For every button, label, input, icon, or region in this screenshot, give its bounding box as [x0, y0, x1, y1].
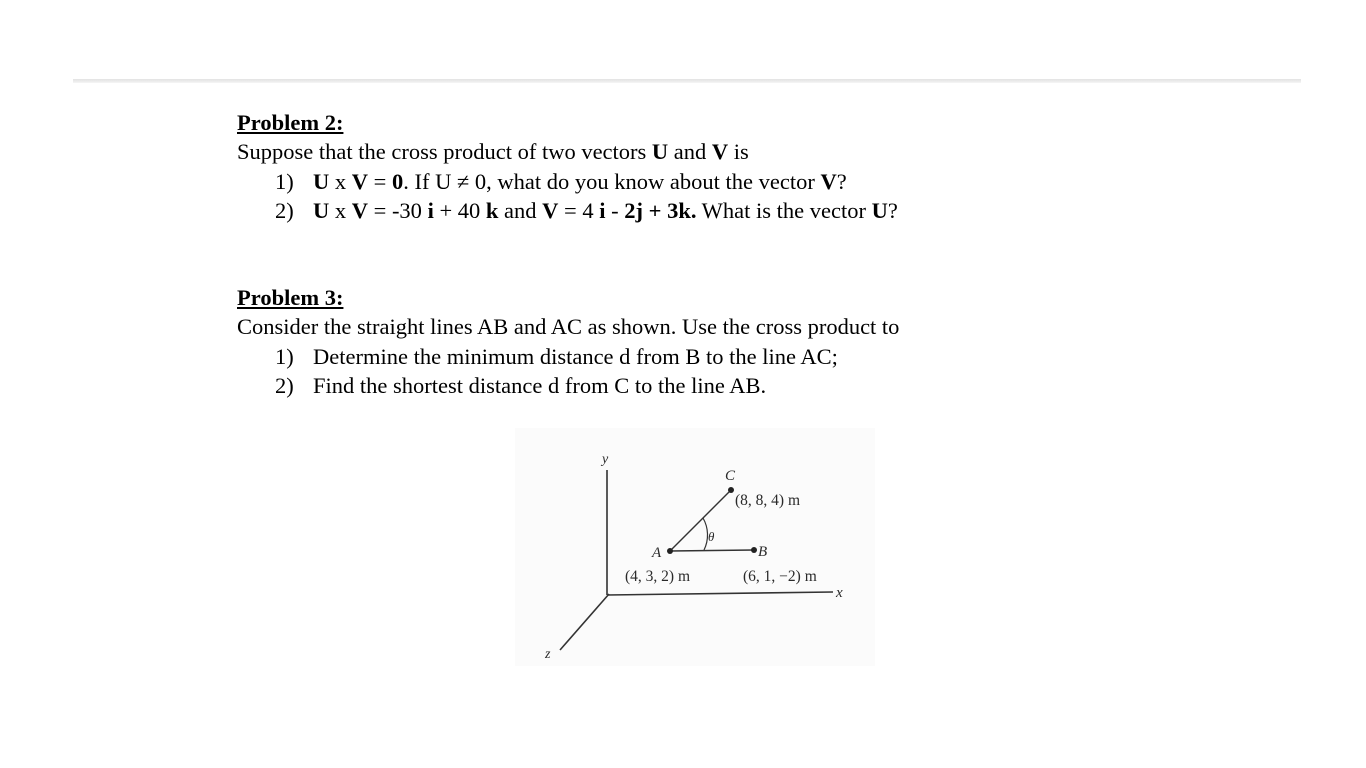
theta-label: θ: [708, 529, 715, 544]
text: and: [498, 197, 543, 223]
item-number: 2): [275, 197, 294, 223]
text: = 4: [558, 197, 600, 223]
text: = -30: [368, 197, 428, 223]
text: What is the vector: [696, 197, 872, 223]
bold-term: 0: [391, 168, 404, 194]
text: ?: [887, 197, 898, 223]
bold-term: U: [871, 197, 888, 223]
bold-term: V: [351, 168, 368, 194]
problem-3-section: [237, 283, 899, 400]
text: ?: [836, 168, 847, 194]
horizontal-divider: [73, 79, 1301, 83]
vector-diagram-figure: [515, 428, 875, 666]
bold-term: U: [313, 197, 330, 223]
bold-term: i: [599, 197, 606, 223]
point-c-label: C: [725, 468, 736, 484]
text: -: [605, 197, 625, 223]
item-text: Find the shortest distance d from C to the line AB.: [313, 372, 767, 398]
text: x: [329, 168, 352, 194]
line-ab: [670, 550, 754, 551]
vector-v: V: [711, 139, 729, 165]
text: x: [329, 197, 352, 223]
text: + 40: [433, 197, 486, 223]
y-axis-label: y: [602, 452, 609, 467]
problem-2-item-1: [237, 167, 898, 196]
text: . If U ≠ 0, what do you know about the vector: [403, 168, 821, 194]
problem-3-item-1: [237, 342, 899, 371]
z-axis: [560, 594, 609, 650]
problem-3-heading: Problem 3:: [237, 285, 344, 310]
item-number: 1): [275, 168, 294, 194]
vector-u: U: [651, 139, 669, 165]
intro-text: and: [668, 139, 712, 165]
angle-arc: [703, 518, 708, 550]
point-a-label: A: [652, 545, 662, 561]
z-axis-label: z: [545, 647, 551, 662]
bold-term: V: [542, 197, 559, 223]
bold-term: 2j + 3k.: [624, 197, 697, 223]
point-b-coords: (6, 1, −2) m: [743, 568, 817, 585]
problem-3-intro: Consider the straight lines AB and AC as shown. Use the cross product to: [237, 314, 900, 340]
point-c-coords: (8, 8, 4) m: [735, 492, 801, 509]
item-number: 1): [275, 343, 294, 369]
problem-2-item-2: [237, 196, 898, 225]
point-c: [728, 487, 734, 493]
intro-text: is: [728, 139, 749, 165]
x-axis: [607, 592, 833, 595]
problem-2-section: [237, 108, 898, 225]
point-a-coords: (4, 3, 2) m: [625, 568, 691, 585]
bold-term: V: [820, 168, 837, 194]
point-b-label: B: [758, 544, 768, 560]
point-b: [751, 547, 757, 553]
text: =: [368, 168, 392, 194]
bold-term: V: [351, 197, 368, 223]
bold-term: i: [427, 197, 434, 223]
bold-term: k: [485, 197, 499, 223]
problem-2-heading: Problem 2:: [237, 110, 344, 135]
bold-term: U: [313, 168, 330, 194]
line-ac: [670, 490, 731, 551]
item-number: 2): [275, 372, 294, 398]
point-a: [667, 548, 673, 554]
item-text: Determine the minimum distance d from B to the line AC;: [313, 343, 838, 369]
problem-2-intro: [237, 137, 898, 166]
diagram-svg: [515, 428, 875, 666]
x-axis-label: x: [836, 585, 843, 601]
problem-3-item-2: [237, 371, 899, 400]
intro-text: Suppose that the cross product of two vectors: [237, 139, 652, 165]
